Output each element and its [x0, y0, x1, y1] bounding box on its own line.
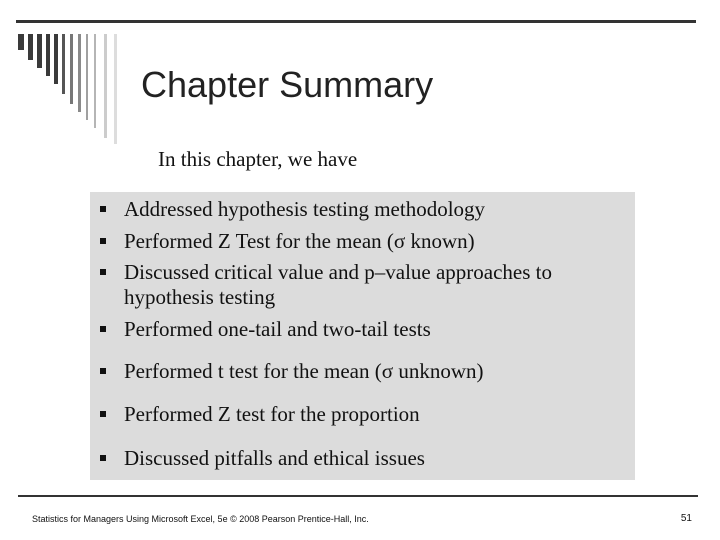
decorative-bar — [37, 34, 42, 68]
bottom-rule — [18, 495, 698, 497]
bullet-marker-icon — [100, 368, 106, 374]
decorative-bar — [54, 34, 58, 84]
slide-title: Chapter Summary — [141, 64, 434, 105]
bullet-text: Performed one-tail and two-tail tests — [124, 317, 431, 341]
bullet-text: Discussed critical value and p–value approaches to hypothesis testing — [124, 260, 553, 309]
decorative-bar — [28, 34, 33, 60]
bullet-marker-icon — [100, 326, 106, 332]
bullet-text: Addressed hypothesis testing methodology — [124, 197, 486, 221]
bullet-marker-icon — [100, 269, 106, 275]
decorative-bar — [86, 34, 88, 120]
bullet-marker-icon — [100, 238, 106, 244]
bullet-text: Performed t test for the mean (σ unknown) — [124, 359, 484, 383]
decorative-bar — [18, 34, 24, 50]
decorative-bar — [62, 34, 65, 94]
bullet-text: Performed Z test for the proportion — [124, 402, 420, 426]
summary-panel — [90, 192, 635, 480]
decorative-bar — [46, 34, 50, 76]
bullet-text: Performed Z Test for the mean (σ known) — [124, 229, 475, 253]
intro-text: In this chapter, we have — [158, 147, 358, 171]
decorative-bar — [114, 34, 117, 144]
bullet-text: Discussed pitfalls and ethical issues — [124, 446, 425, 470]
bullet-marker-icon — [100, 411, 106, 417]
bullet-marker-icon — [100, 455, 106, 461]
page-number: 51 — [680, 513, 692, 524]
footer-citation: Statistics for Managers Using Microsoft Excel, 5e © 2008 Pearson Prentice-Hall, Inc. — [32, 514, 369, 524]
decorative-bar — [94, 34, 96, 128]
bullet-marker-icon — [100, 206, 106, 212]
top-rule — [16, 20, 696, 23]
decorative-bar — [104, 34, 107, 138]
decorative-bar — [78, 34, 81, 112]
decorative-bar — [70, 34, 73, 104]
